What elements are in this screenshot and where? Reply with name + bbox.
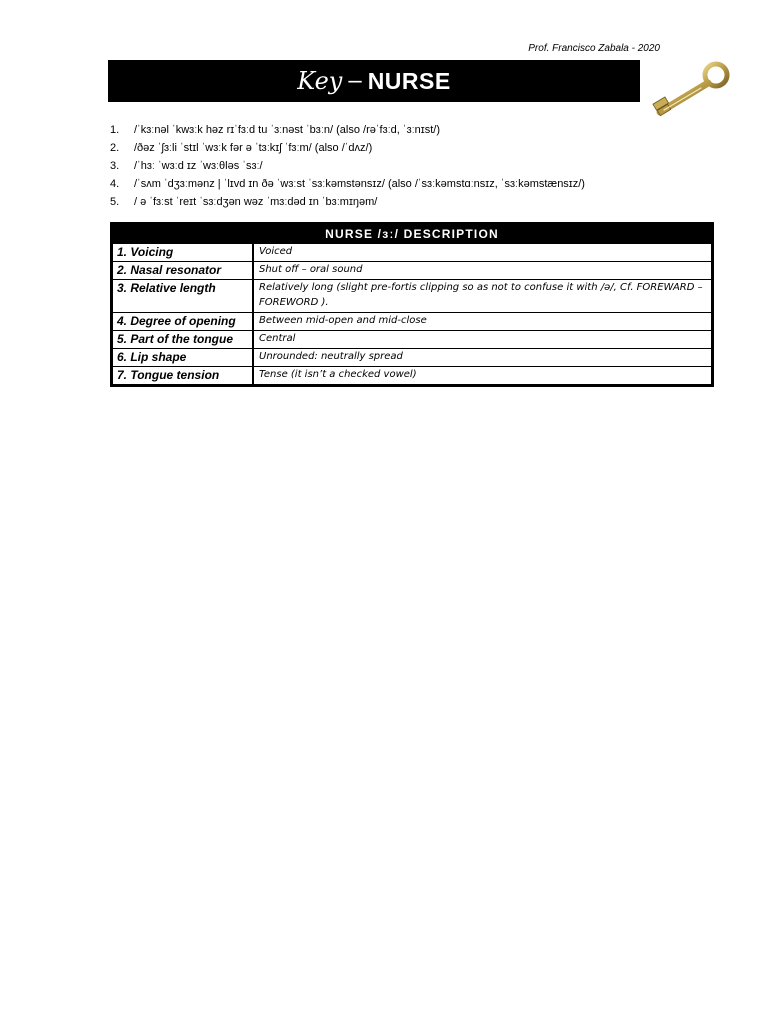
transcription-list: [110, 121, 710, 211]
table-header: NURSE /ɜː/ DESCRIPTION: [325, 227, 499, 241]
row-label: 4. Degree of opening: [113, 313, 254, 330]
list-item: 3. /ˈhɜː ˈwɜːd ɪz ˈwɜːθləs ˈsɜː/: [110, 160, 263, 172]
table-row: [113, 312, 711, 330]
row-label: 3. Relative length: [113, 280, 254, 312]
table-row: [113, 330, 711, 348]
table-row: [113, 261, 711, 279]
title-dash: –: [348, 67, 362, 94]
row-value: Relatively long (slight pre-fortis clipping so as not to confuse it with /ə/, Cf. FOREWARD – FOREWORD ).: [259, 282, 703, 308]
list-item: 2. /ðəz ˈʃɜːli ˈstɪl ˈwɜːk fər ə ˈtɜːkɪʃ ˈfɜːm/ (also /ˈdʌz/): [110, 142, 373, 154]
table-body: [113, 244, 711, 384]
vowel-description-table: [110, 222, 714, 387]
list-item: 4. /ˈsʌm ˈdʒɜːmənz | ˈlɪvd ɪn ðə ˈwɜːst ˈsɜːkəmstənsɪz/ (also /ˈsɜːkəmstɑːnsɪz, ˈsɜːkəmstænsɪz/): [110, 178, 585, 190]
row-value: Voiced: [259, 246, 293, 257]
row-value: Shut off – oral sound: [259, 264, 363, 275]
table-row: [113, 348, 711, 366]
row-value: Tense (it isn’t a checked vowel): [259, 369, 417, 380]
row-label: 2. Nasal resonator: [113, 262, 254, 279]
title-key-word: Key: [297, 67, 343, 95]
row-value: Central: [259, 333, 296, 344]
table-row: [113, 366, 711, 384]
title-nurse-word: NURSE: [367, 67, 451, 94]
table-row: [113, 244, 711, 261]
row-label: 7. Tongue tension: [113, 367, 254, 384]
row-value: Between mid-open and mid-close: [259, 315, 427, 326]
row-label: 6. Lip shape: [113, 349, 254, 366]
row-value: Unrounded: neutrally spread: [259, 351, 403, 362]
author-credit: Prof. Francisco Zabala - 2020: [528, 43, 660, 54]
row-label: 5. Part of the tongue: [113, 331, 254, 348]
row-label: 1. Voicing: [113, 244, 254, 261]
title-banner: [108, 60, 640, 102]
list-item: 5. / ə ˈfɜːst ˈreɪt ˈsɜːdʒən wəz ˈmɜːdəd ɪn ˈbɜːmɪŋəm/: [110, 196, 378, 208]
table-row: [113, 279, 711, 312]
antique-key-icon: [646, 60, 736, 120]
list-item: 1. /ˈkɜːnəl ˈkwɜːk həz rɪˈfɜːd tu ˈɜːnəst ˈbɜːn/ (also /rəˈfɜːd, ˈɜːnɪst/): [110, 124, 440, 136]
